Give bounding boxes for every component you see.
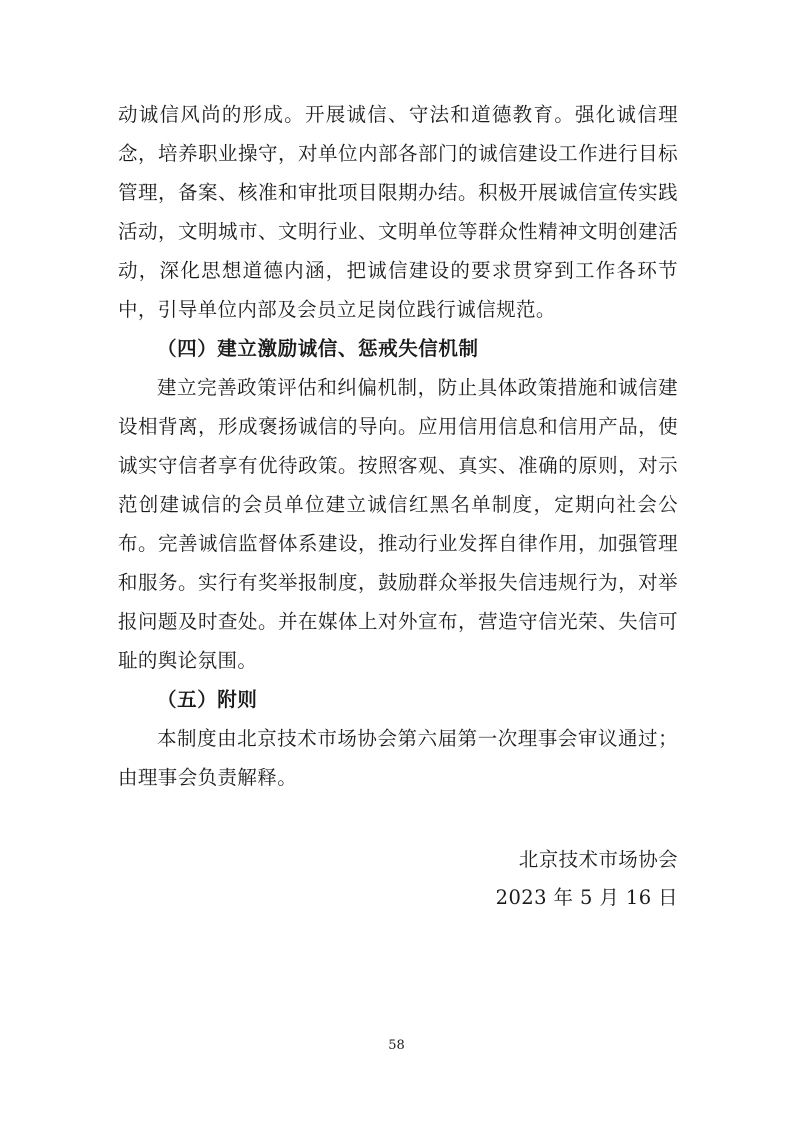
signature-organization: 北京技术市场协会 bbox=[518, 848, 678, 871]
signature-date: 2023 年 5 月 16 日 bbox=[495, 886, 678, 909]
paragraph-section-five: 本制度由北京技术市场协会第六届第一次理事会审议通过；由理事会负责解释。 bbox=[118, 727, 678, 789]
signature-block bbox=[118, 841, 678, 917]
section-heading-four: （四）建立激励诚信、惩戒失信机制 bbox=[157, 337, 479, 360]
page-number: 58 bbox=[388, 1038, 405, 1053]
paragraph-continued: 动诚信风尚的形成。开展诚信、守法和道德教育。强化诚信理念，培养职业操守，对单位内部各部门的诚信建设工作进行目标管理，备案、核准和审批项目限期办结。积极开展诚信宣传实践活动，文明城市、文明行业、文明单位等群众性精神文明创建活动，深化思想道德内涵，把诚信建设的要求贯穿到工作各环节中，引导单位内部及会员立足岗位践行诚信规范。 bbox=[118, 103, 678, 321]
paragraph-section-four: 建立完善政策评估和纠偏机制，防止具体政策措施和诚信建设相背离，形成褒扬诚信的导向。应用信用信息和信用产品，使诚实守信者享有优待政策。按照客观、真实、准确的原则，对示范创建诚信的会员单位建立诚信红黑名单制度，定期向社会公布。完善诚信监督体系建设，推动行业发挥自律作用，加强管理和服务。实行有奖举报制度，鼓励群众举报失信违规行为，对举报问题及时查处。并在媒体上对外宣布，营造守信光荣、失信可耻的舆论氛围。 bbox=[118, 376, 678, 672]
section-heading-five: （五）附则 bbox=[157, 688, 258, 711]
document-body bbox=[118, 95, 678, 917]
